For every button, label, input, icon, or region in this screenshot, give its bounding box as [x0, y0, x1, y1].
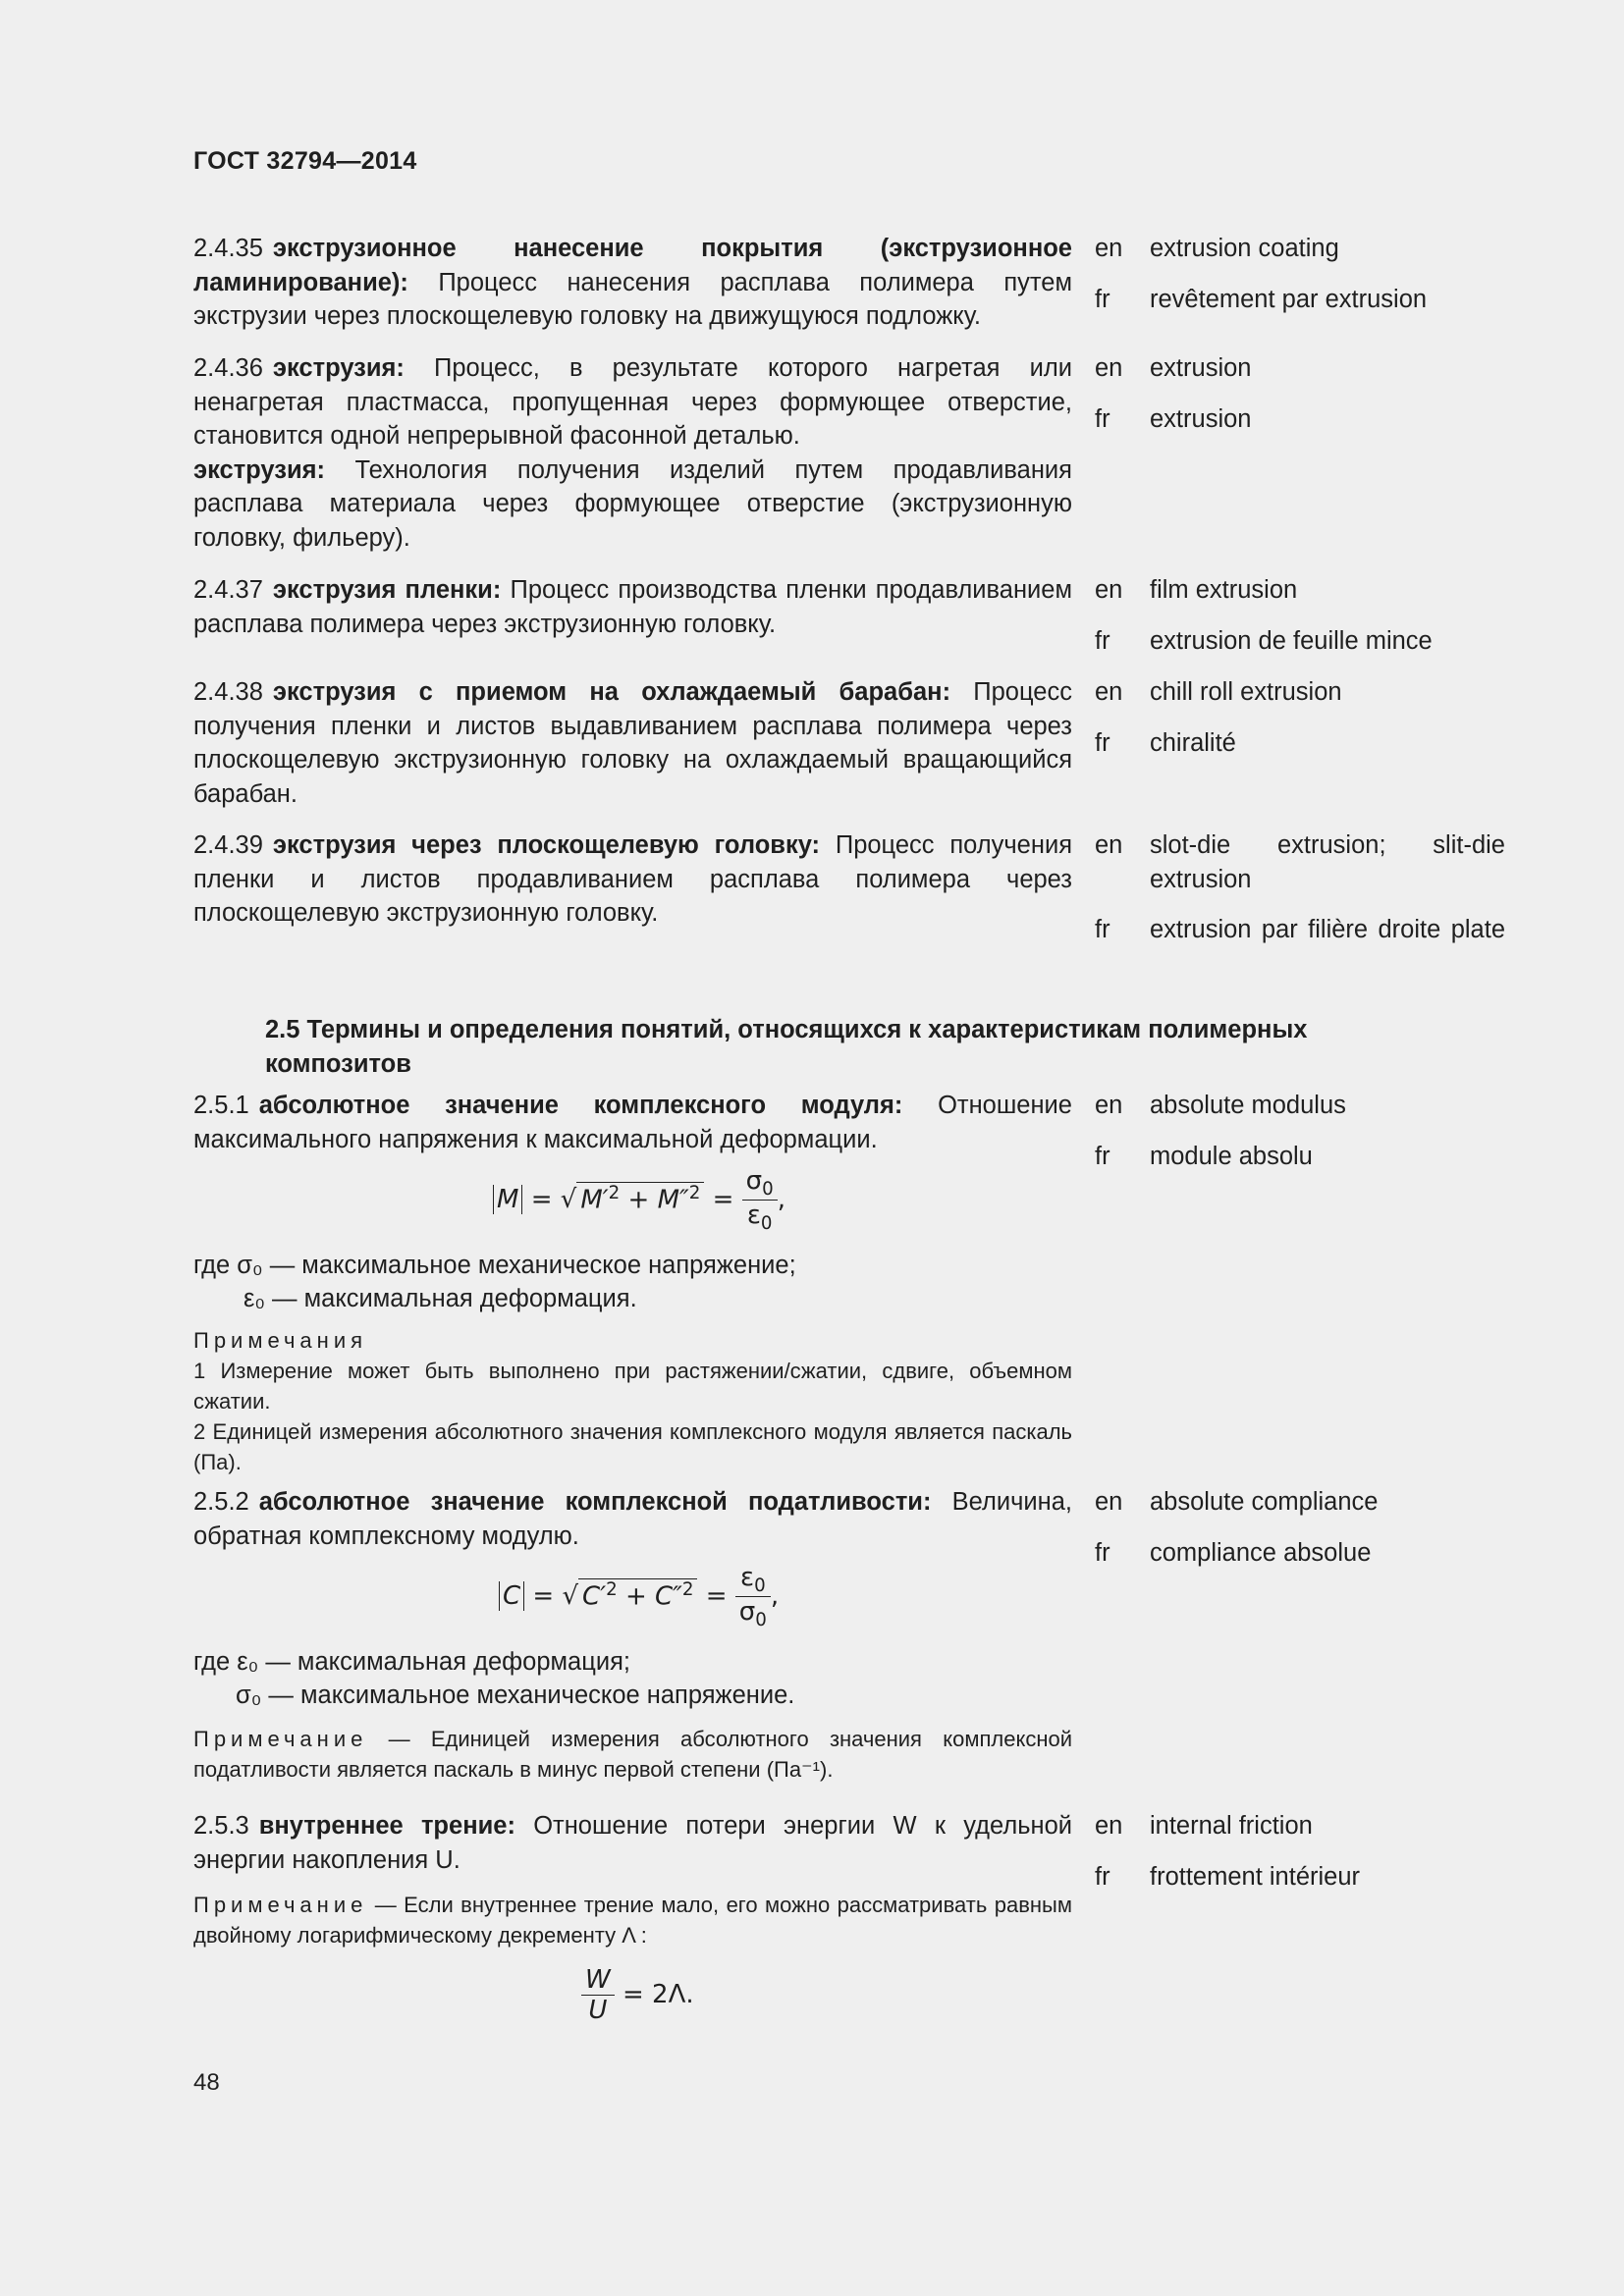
note-text: — Если внутреннее трение мало, его можно рассматривать равным двойному логарифмическому декременту Λ :	[193, 1893, 1072, 1948]
formula-friction: $\frac{W}{U}$ = 2Λ.	[581, 1965, 694, 2025]
entry-definition: 2.4.37 экструзия пленки: Процесс производства пленки продавливанием расплава полимера через экструзионную головку.	[193, 576, 1073, 638]
entry-definition: 2.4.39 экструзия через плоскощелевую головку: Процесс получения пленки и листов продавливанием расплава полимера через плоскощелевую экструзионную головку.	[193, 831, 1072, 927]
legend-line: где ε₀ — максимальная деформация;	[193, 1648, 630, 1676]
document-page: ГОСТ 32794—2014 2.4.35 экструзионное нанесение покрытия (экструзионное ламинирование): Процесс нанесения расплава полимера путем экструзии через плоскощелевую головку на движущуюся подложку. en extrusion coating fr revêtement par extrusion 2.4.36 экструзия: Процесс, в результате которого нагретая или ненагретая пластмасса, пропущенная через формующее отверстие, становится одной непрерывной фасонной деталью. экструзия: Технология получения изделий путем продавливания расплава материала через формующее отверстие (экструзионную головку, фильеру). en extrusion fr extrusion 2.4.37 экструзия пленки: Процесс производства пленки продавливанием расплава полимера через экструзионную головку. en film extrusion fr extrusion de feuille mince 2.4.38 экструзия с приемом на охлаждаемый барабан: Процесс получения пленки и листов выдавливанием расплава полимера через плоскощелевую экструзионную головку на охлаждаемый вращающийся барабан. en chill roll extrusion fr chiralité 2.4.39 экструзия через плоскощелевую головку: Процесс получения пленки и листов продавливанием расплава полимера через плоскощелевую экструзионную головку. en slot-die extrusion; slit-die extrusion fr extrusion par filière droite plate 2.5 Термины и определения понятий, относящихся к характеристикам полимерных композитов 2.5.1 абсолютное значение комплексного модуля: Отношение максимального напряжения к максимальной деформации. en absolute modulus fr module absolu M = √ $M'^2 + M''^2$ = $\frac{\sigma_0}{\varepsilon_0}$ , где σ₀ — максимальное механическое напряжение; ε₀ — максимальная деформация. Примечания 1 Измерение может быть выполнено при растяжении/сжатии, сдвиге, объемном сжатии. 2 Единицей измерения абсолютного значения комплексного модуля является паскаль (Па). 2.5.2 абсолютное значение комплексной податливости: Величина, обратная комплексному модулю. en absolute compliance fr compliance absolue C = √ $C'^2 + C''^2$ = $\frac{\varepsilon_0}{\sigma_0}$ , где ε₀ — максимальная деформация; σ₀ — максимальное механическое напряжение. Примечание — Единицей измерения абсолютного значения комплексной податливости является паскаль в минус первой степени (Па⁻¹). 2.5.3 внутреннее трение: Отношение потери энергии W к удельной энергии накопления U. en internal friction fr frottement intérieur Примечание — Если внутреннее трение мало, его можно рассматривать равным двойному логарифмическому декременту Λ : $\frac{W}{U}$ = 2Λ. 48	[193, 147, 1505, 2096]
entry-definition	[193, 232, 1072, 334]
entry-definition: 2.4.36 экструзия: Процесс, в результате которого нагретая или ненагретая пластмасса, пропущенная через формующее отверстие, становится одной непрерывной фасонной деталью. экструзия: Технология получения изделий путем продавливания расплава материала через формующее отверстие (экструзионную головку, фильеру).	[193, 354, 1072, 552]
entry-text: Процесс нанесения расплава полимера путем экструзии через плоскощелевую головку на движущуюся подложку.	[193, 268, 1072, 330]
entry-term: экструзионное нанесение покрытия (экструзионное ламинирование):	[193, 235, 1072, 296]
notes-block	[193, 1325, 1072, 1477]
formula-compliance: C = √ $C'^2 + C''^2$ = $\frac{\varepsilon_0}{\sigma_0}$ ,	[499, 1563, 779, 1630]
note-1: 1 Измерение может быть выполнено при растяжении/сжатии, сдвиге, объемном сжатии.	[193, 1359, 1072, 1414]
legend-line: ε₀ — максимальная деформация.	[244, 1285, 637, 1312]
formula-modulus: M = √ $M'^2 + M''^2$ = $\frac{\sigma_0}{\varepsilon_0}$ ,	[493, 1166, 785, 1234]
note-title: Примечание	[193, 1727, 368, 1751]
entry-definition: 2.5.1 абсолютное значение комплексного модуля: Отношение максимального напряжения к максимальной деформации.	[193, 1092, 1072, 1153]
note-2: 2 Единицей измерения абсолютного значения комплексного модуля является паскаль (Па).	[193, 1419, 1072, 1474]
note-block	[193, 1890, 1072, 1950]
entry-number: 2.4.35	[193, 235, 263, 262]
notes-title: Примечания	[193, 1328, 368, 1353]
legend-line: σ₀ — максимальное механическое напряжение.	[236, 1682, 795, 1709]
entry-definition: 2.5.3 внутреннее трение: Отношение потери энергии W к удельной энергии накопления U.	[193, 1812, 1073, 1874]
legend-line: где σ₀ — максимальное механическое напряжение;	[193, 1252, 796, 1279]
note-text: — Единицей измерения абсолютного значения комплексной податливости является паскаль в минус первой степени (Па⁻¹).	[193, 1727, 1072, 1782]
document-header: ГОСТ 32794—2014	[193, 147, 417, 175]
section-heading: 2.5 Термины и определения понятий, относящихся к характеристикам полимерных композитов	[265, 1016, 1308, 1078]
entry-definition: 2.5.2 абсолютное значение комплексной податливости: Величина, обратная комплексному модулю.	[193, 1488, 1073, 1550]
note-title: Примечание	[193, 1893, 368, 1917]
page-number: 48	[193, 2069, 220, 2096]
note-block	[193, 1724, 1072, 1785]
entry-definition: 2.4.38 экструзия с приемом на охлаждаемый барабан: Процесс получения пленки и листов выдавливанием расплава полимера через плоскощелевую экструзионную головку на охлаждаемый вращающийся барабан.	[193, 678, 1072, 808]
